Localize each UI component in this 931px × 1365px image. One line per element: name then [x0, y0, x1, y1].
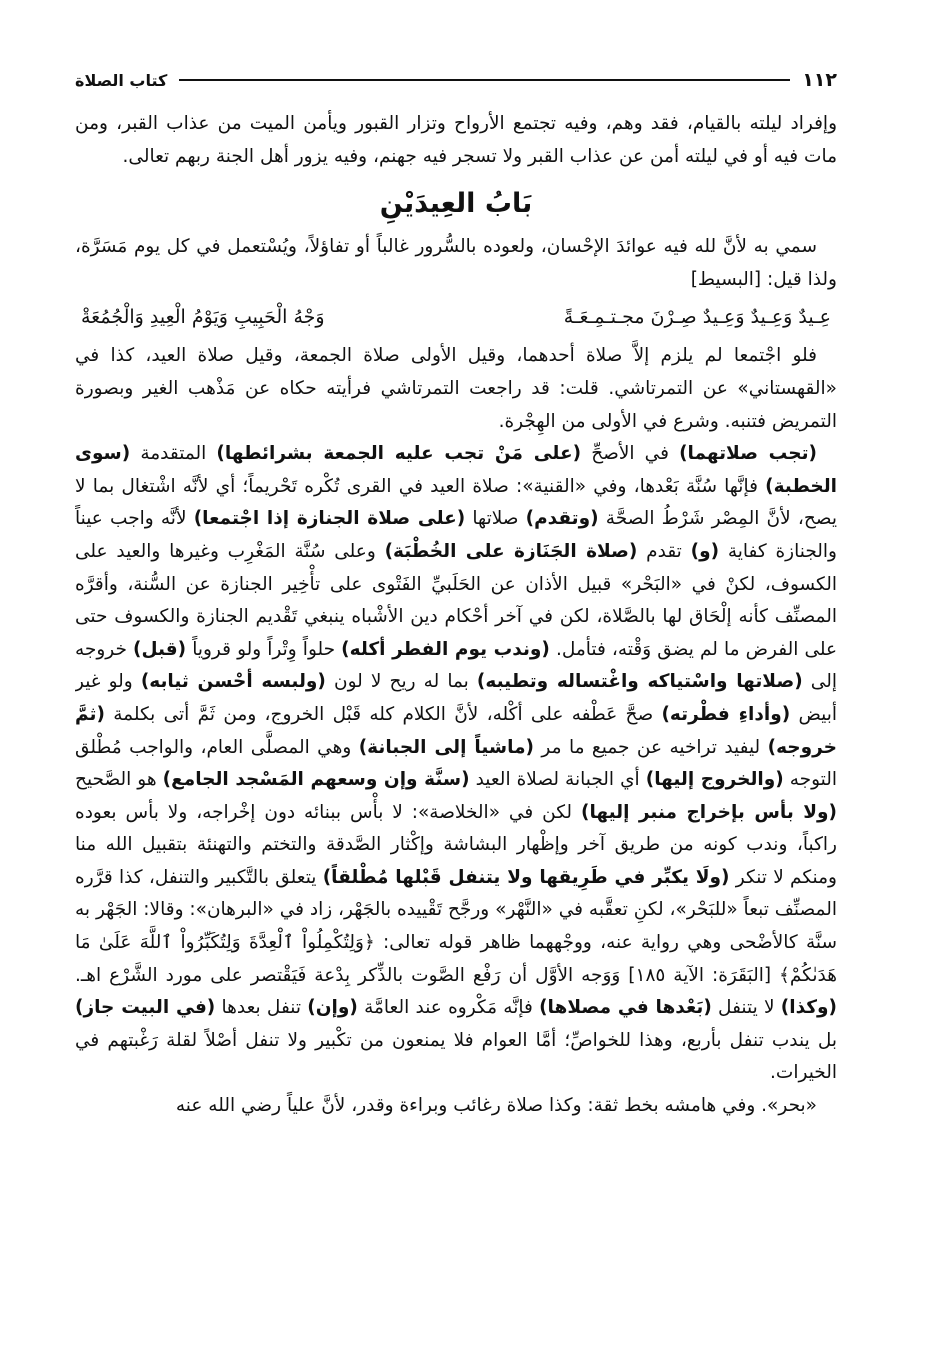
page-number: ١١٢ [802, 69, 837, 91]
commentary-text: يتعلق بالتَّكبير والتنفل، كذا قرَّره المصنِّف تبعاً «للبَحْر»، لكنِ تعقَّبه في «النَّهْر» ورجَّح تَقْييده بالجَهْر، زاد في «البرهان»: وقالا: الجَهْر به سنَّة كالأضْحى وهي رواية عنه، ووجْههما ظاهر قوله تعالى: [75, 866, 837, 954]
commentary-text: المتقدمة [130, 443, 217, 465]
matn-text: (صلاة الجَنَازة على الخُطْبَة) [384, 540, 638, 562]
matn-text: (و) [690, 540, 720, 562]
commentary-text: وهي المصلَّى العام، والواجب مُطْلق التوجه [75, 736, 837, 791]
naming-paragraph: سمي به لأنَّ لله فيه عوائدَ الإحْسان، ولعوده بالسُّرور غالباً أو تفاؤلاً، ويُسْتعمل في كل يوم مَسَرَّة، ولذا قيل: [البسيط] [75, 236, 837, 290]
matn-text: (سوى الخطبة) [75, 443, 837, 497]
book-title: كتاب الصلاة [75, 70, 168, 90]
matn-text: (صلاتها واسْتياكه واغْتساله وتطيبه) [476, 671, 803, 693]
matn-text: (سنَّة وإن وسعهم المَسْجد الجامع) [162, 769, 470, 791]
page-header [75, 62, 837, 98]
commentary-text: أي الجبانة لصلاة العيد [469, 769, 646, 791]
matn-text: (والخروج إليها) [645, 769, 784, 791]
commentary-text: فإنَّها سُنَّة بَعْدها، وفي «القنية»: صلاة العيد في القرى تُكْره تَحْريماً؛ أي لأنَّه اشْتغال بما لا يصح، لأنَّ المِصْر شَرْطُ الصحَّة [75, 475, 837, 530]
matn-text: (على صلاة الجنازة إذا اجْتمعا) [193, 508, 466, 530]
commentary-text: ولو غير أبيض [75, 671, 837, 725]
intro-paragraph: وإفراد ليلته بالقيام، فقد وهم، وفيه تجتمع الأرواح وتزار القبور ويأمن الميت من عذاب القبر، ومن مات فيه أو في ليلته أمن عن عذاب القبر ولا تسجر فيه جهنم، وفيه يزور أهل الجنة ربهم تعالى. [75, 113, 837, 167]
matn-text: (ثمَّ خروجه) [75, 703, 837, 758]
matn-text: (قبل) [133, 638, 187, 660]
header-rule [179, 79, 790, 81]
matn-text: (على مَنْ تجب عليه الجمعة بشرائطها) [216, 443, 582, 465]
ruling-paragraph: فلو اجْتمعا لم يلزم إلاَّ صلاة أحدهما، وقيل الأولى صلاة الجمعة، وقيل صلاة العيد، كذا في «القهستاني» عن التمرتاشي. قلت: قد راجعت التمرتاشي فرأيته حكاه عن مَذْهب الغير وبصورة التمريض فتنبه. وشرع في الأولى من الهِجْرة. [75, 345, 837, 432]
book-page [75, 62, 837, 1342]
commentary-text: لا يتنفل [711, 997, 781, 1019]
matn-text: (وندب يوم الفطر أكله) [341, 638, 550, 660]
commentary-text: لكن في «الخلاصة»: لا بأْس ببنائه دون إخْراجه، ولا بأس بعوده راكباً، وندب كونه من طريق آخر وإظْهار البشاشة وإكْثار الصَّدقة والتختم والتهنئة بتقبيل الله منا ومنكم لا تنكر [75, 801, 837, 888]
commentary-text: بما له ريح لا لون [325, 671, 477, 693]
matn-text: (وأداءِ فطْرته) [661, 703, 791, 725]
commentary-text: في الأصحِّ [581, 443, 680, 465]
last-paragraph: «بحر». وفي هامشه بخط ثقة: وكذا صلاة رغائب وبراءة وقدر، لأنَّ علياً رضي الله عنه [175, 1095, 817, 1117]
commentary-text: هو الصَّحيح [75, 769, 163, 791]
matn-text: (بَعْدها في مصلاها) [539, 997, 712, 1019]
commentary-text: ليفيد تراخيه عن جميع ما مر [533, 736, 768, 758]
commentary-text: بل يندب تنفل بأربع، وهذا للخواصِّ؛ أمَّا العوام فلا يمنعون من تكْبير ولا تنفل أصْلاً لقلة رَغْبتهم في الخيرات. [75, 1029, 837, 1084]
matn-text: (وتقدم) [525, 508, 599, 530]
commentary-text: تقدم [637, 540, 691, 562]
commentary-text: [البَقَرَة: الآية ١٨٥] وَوَجه الأوَّل أن رَفْع الصَّوت بالذِّكر بِدْعة فَيَقْتصر على مورد الشَّرْع اهـ. [75, 964, 780, 986]
matn-text: (في البيت جاز) [75, 997, 216, 1019]
poetry-verse [75, 296, 837, 338]
quran-verse: ﴿وَلِتُكْمِلُواْ ٱلْعِدَّةَ وَلِتُكَبِّرُواْ ٱللَّهَ عَلَىٰ مَا هَدَىٰكُمْ﴾ [75, 932, 837, 986]
matn-text: (وإن) [307, 997, 358, 1019]
main-commentary-paragraph [75, 438, 837, 1090]
chapter-title: بَابُ العِيدَيْنِ [379, 188, 533, 220]
commentary-text: وعلى سُنَّة المَغْرِب وغيرها والعيد على الكسوف، لكنْ في «البَحْر» قبيل الأذان عن الحَلَبيِّ الفَتْوى على تأْخِير الجنازة عن السُّنة، وأقرَّه المصنِّف كأنه إلْحَاق لها بالصَّلاة، لكن في آخر أحْكام دين الأشْباه ينبغي تَقْديم الجنازة والكسوف حتى على الفرض ما لم يضق وَقْته، فتأمل. [75, 540, 837, 660]
matn-text: (ولا بأس بإخراج منبر إليها) [580, 801, 837, 823]
matn-text: (تجب صلاتهما) [679, 443, 817, 465]
commentary-text: حلواً وِتْراً ولو قروياً [186, 638, 342, 660]
matn-text: (ولبسه أحْسن ثيابه) [140, 671, 326, 693]
commentary-text: صحَّ عَطْفه على أكْله، لأنَّ الكلام كله قَبْل الخروج، ومن ثَمَّ أتى بكلمة [104, 703, 662, 725]
matn-text: (وكذا) [780, 997, 837, 1019]
matn-text: (ماشياً إلى الجبانة) [358, 736, 534, 758]
matn-text: (ولَا يكبِّر في طَرِيقها ولا يتنفل قَبْلها مُطْلقاً) [322, 866, 730, 888]
verse-second-hemistich: وَجْهُ الْحَبِيبِ وَيَوْمُ الْعِيدِ وَالْجُمُعَةْ [81, 306, 325, 329]
commentary-text: فإنَّه مَكْروه عند العامَّة [357, 997, 540, 1019]
commentary-text: لأنَّه واجب عيناً والجنازة كفاية [75, 508, 837, 562]
commentary-text: تنفل بعدها [215, 997, 308, 1019]
verse-first-hemistich: عِـيدٌ وَعِـيدٌ وَعِـيدٌ صِـرْنَ مجـتـمِـعَـةً [563, 306, 831, 329]
commentary-text: صلاتها [465, 508, 526, 530]
commentary-text: خروجه إلى [75, 638, 837, 693]
